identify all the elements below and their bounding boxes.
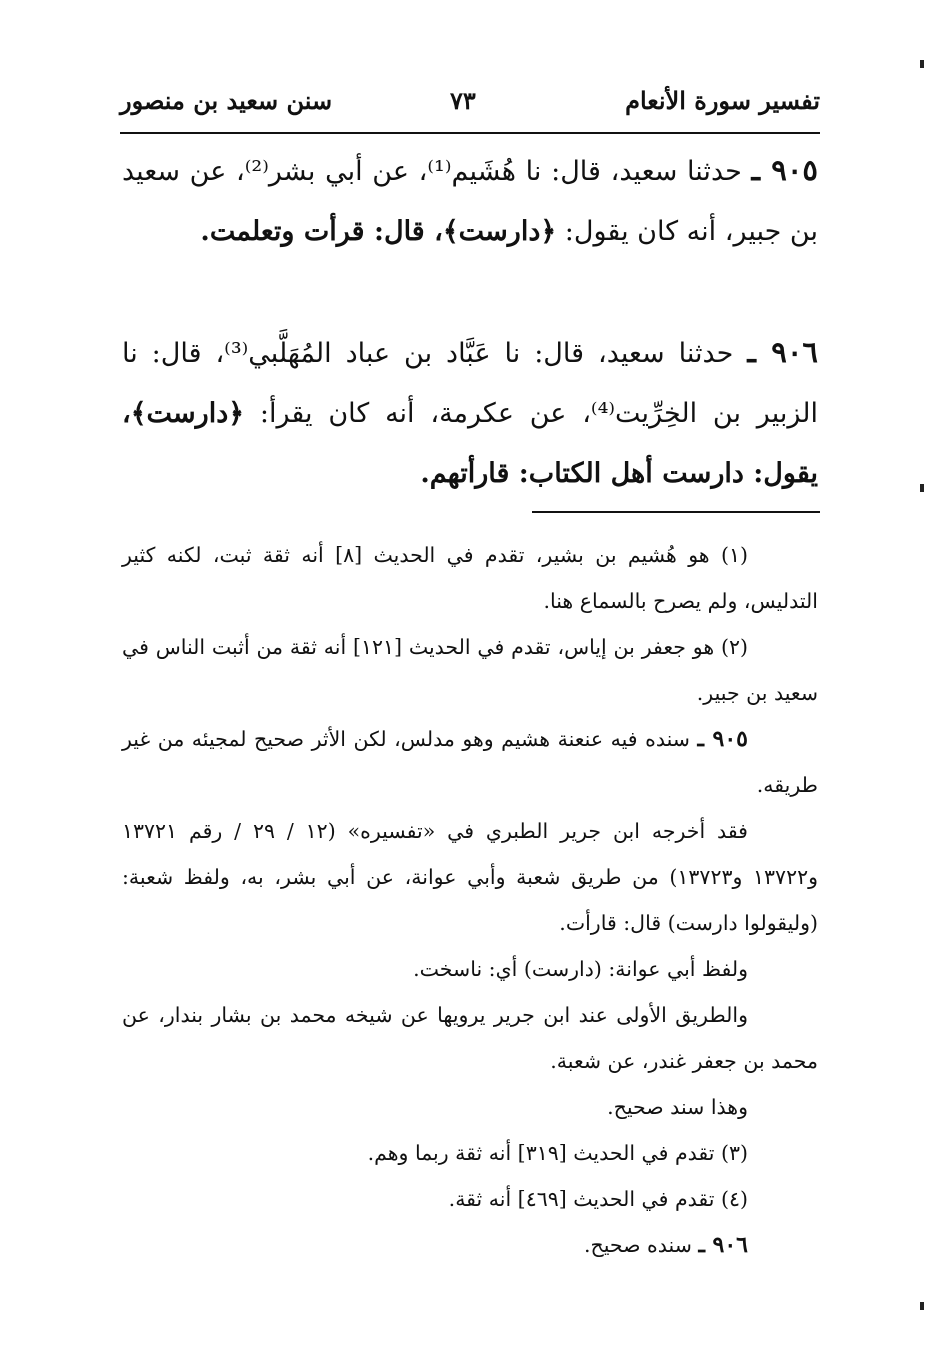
footnote-separator [532,511,820,513]
note-906 [122,1222,818,1268]
running-header [120,86,820,126]
footnote-1: (١) هو هُشيم بن بشير، تقدم في الحديث [٨] أنه ثقة ثبت، لكنه كثير التدليس، ولم يصرح بالسماع هنا. [122,543,818,613]
scan-edge-mark [920,484,924,492]
footnote-4: (٤) تقدم في الحديث [٤٦٩] أنه ثقة. [448,1187,748,1211]
header-book-title: سنن سعيد بن منصور [120,86,333,115]
hadith-906 [122,322,818,504]
note-text: سنده صحيح. [583,1233,699,1257]
note-first-route: والطريق الأولى عند ابن جرير يرويها عن شيخه محمد بن بشار بندار، عن محمد بن جعفر غندر، عن شعبة. [122,1003,818,1073]
note-number: ٩٠٥ ـ [697,726,748,752]
hadith-commentary: ، قال: قرأت وتعلمت. [200,216,443,247]
hadith-number: ٩٠٦ ـ [747,335,818,369]
note-text: سنده فيه عنعنة هشيم وهو مدلس، لكن الأثر صحيح لمجيئه من غير طريقه. [122,727,818,797]
note-abu-awana: ولفظ أبي عوانة: (دارست) أي: ناسخت. [413,957,748,981]
hadith-commentary: ، يقول: دارست أهل الكتاب: قارأتهم. [122,398,818,489]
quranic-quote: ﴿دارست﴾ [442,216,557,247]
scan-edge-mark [920,1302,924,1310]
header-chapter-title: تفسير سورة الأنعام [625,86,820,115]
footnote-3: (٣) تقدم في الحديث [٣١٩] أنه ثقة ربما وهم. [367,1141,748,1165]
quranic-quote: ﴿دارست﴾ [130,398,245,429]
hadith-text: حدثنا سعيد، قال: نا عَبَّاد بن عباد المُهَلَّبي⁽³⁾، قال: نا الزبير بن الخِرِّيت⁽⁴⁾، عن عكرمة، أنه كان يقرأ: [122,338,818,429]
note-sahih: وهذا سند صحيح. [607,1095,748,1119]
hadith-905 [122,140,818,262]
footnote-2: (٢) هو جعفر بن إياس، تقدم في الحديث [١٢١] أنه ثقة من أثبت الناس في سعيد بن جبير. [122,635,818,705]
header-rule [120,132,820,134]
page-number: ٧٣ [450,86,476,115]
note-tabari: فقد أخرجه ابن جرير الطبري في «تفسيره» (١٢ / ٢٩ / رقم ١٣٧٢١ و١٣٧٢٢ و١٣٧٢٣) من طريق شعبة وأبي عوانة، عن أبي بشر، به، ولفظ شعبة: (وليقولوا دارست) قال: قارأت. [122,819,818,935]
hadith-text: حدثنا سعيد، قال: نا هُشَيم⁽¹⁾، عن أبي بشر⁽²⁾، عن سعيد بن جبير، أنه كان يقول: [122,156,818,247]
footnotes [122,532,818,1268]
note-number: ٩٠٦ ـ [698,1232,748,1258]
scan-edge-mark [920,60,924,68]
note-905 [122,716,818,808]
hadith-number: ٩٠٥ ـ [751,153,818,187]
